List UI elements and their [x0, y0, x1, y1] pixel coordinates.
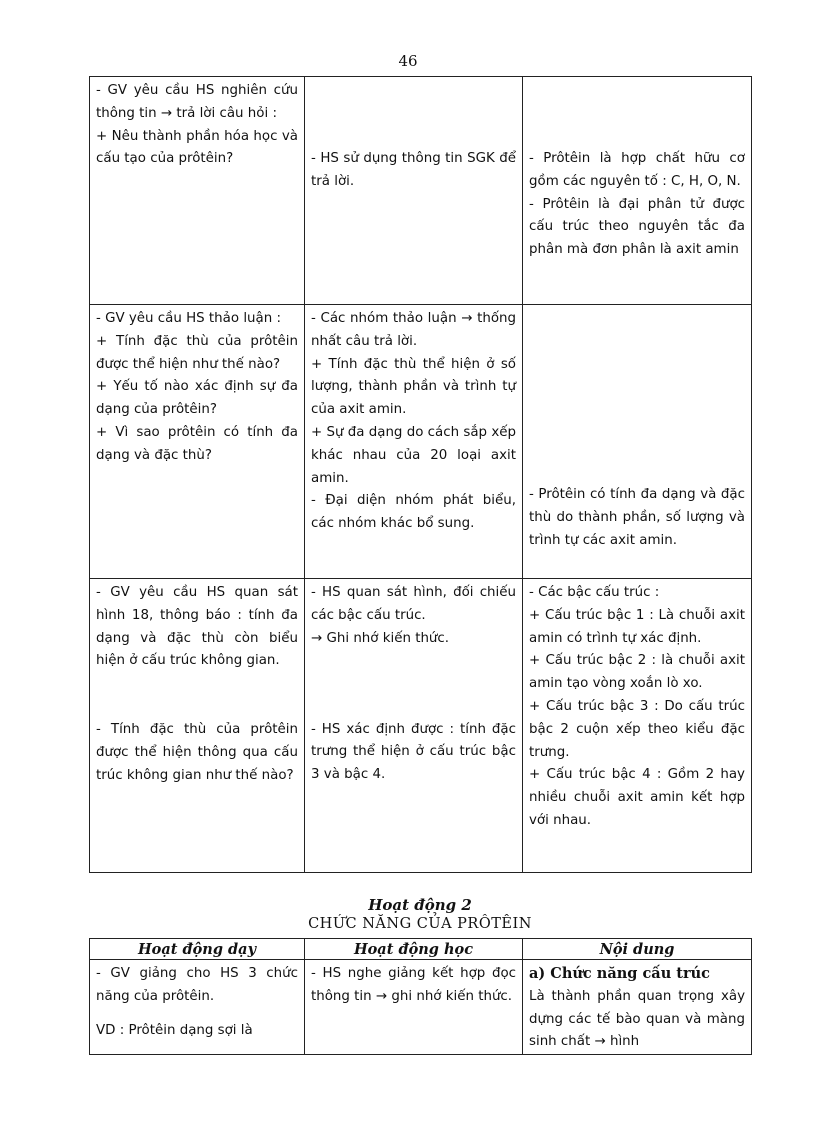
cell-text: - HS xác định được : tính đặc trưng thể hiện ở cấu trúc bậc 3 và bậc 4.	[311, 721, 516, 783]
table-cell-content	[523, 77, 752, 305]
cell-text: + Cấu trúc bậc 2 : là chuỗi axit amin tạo vòng xoắn lò xo.	[529, 653, 745, 692]
cell-text: - GV yêu cầu HS thảo luận :	[96, 311, 281, 326]
cell-text: + Cấu trúc bậc 4 : Gồm 2 hay nhiều chuỗi axit amin kết hợp với nhau.	[529, 767, 745, 828]
cell-text: - HS sử dụng thông tin SGK để trả lời.	[311, 151, 516, 189]
cell-text: - HS nghe giảng kết hợp đọc thông tin → ghi nhớ kiến thức.	[311, 966, 516, 1004]
cell-text: + Yếu tố nào xác định sự đa dạng của prôtêin?	[96, 379, 298, 418]
table-cell-student	[305, 77, 523, 305]
cell-text: + Vì sao prôtêin có tính đa dạng và đặc thù?	[96, 424, 298, 463]
cell-text: - Các bậc cấu trúc :	[529, 585, 660, 600]
table-cell-content	[523, 960, 752, 1055]
table-header-row	[90, 939, 752, 960]
cell-text: → Ghi nhớ kiến thức.	[311, 630, 450, 646]
lesson-table	[89, 76, 752, 873]
table-cell-teacher	[90, 579, 305, 873]
table-cell-student	[305, 579, 523, 873]
cell-text: - GV yêu cầu HS quan sát hình 18, thông báo : tính đa dạng và đặc thù còn biểu hiện ở cấu trúc không gian.	[96, 585, 298, 669]
activity-title: Hoạt động 2	[368, 896, 472, 914]
cell-text: - Đại diện nhóm phát biểu, các nhóm khác bổ sung.	[311, 493, 516, 532]
cell-text: + Tính đặc thù thể hiện ở số lượng, thành phần và trình tự của axit amin.	[311, 356, 516, 418]
activity2-table	[89, 938, 752, 1055]
column-header-teaching: Hoạt động dạy	[90, 939, 305, 960]
cell-text: + Sự đa dạng do cách sắp xếp khác nhau của 20 loại axit amin.	[311, 424, 516, 486]
page-number: 46	[398, 52, 418, 70]
table-cell-student	[305, 960, 523, 1055]
cell-text: - Prôtêin là hợp chất hữu cơ gồm các nguyên tố : C, H, O, N.	[529, 151, 745, 189]
column-header-content: Nội dung	[523, 939, 752, 960]
cell-text: - GV giảng cho HS 3 chức năng của prôtêin.	[96, 966, 298, 1004]
table-cell-student	[305, 305, 523, 579]
table-cell-content	[523, 579, 752, 873]
cell-text: + Cấu trúc bậc 3 : Do cấu trúc bậc 2 cuộn xếp theo kiểu đặc trưng.	[529, 698, 745, 760]
cell-text: - Prôtêin có tính đa dạng và đặc thù do thành phần, số lượng và trình tự các axit amin.	[529, 487, 745, 548]
cell-text: + Tính đặc thù của prôtêin được thể hiện như thế nào?	[96, 333, 298, 372]
cell-text: - Tính đặc thù của prôtêin được thể hiện thông qua cấu trúc không gian như thế nào?	[96, 722, 298, 783]
table-cell-teacher	[90, 77, 305, 305]
cell-text: - GV yêu cầu HS nghiên cứu thông tin → trả lời câu hỏi :	[96, 83, 298, 121]
cell-text: Là thành phần quan trọng xây dựng các tế bào quan và màng sinh chất → hình	[529, 988, 745, 1050]
table-row	[90, 77, 752, 305]
cell-text: + Cấu trúc bậc 1 : Là chuỗi axit amin có trình tự xác định.	[529, 607, 745, 646]
cell-text: + Nêu thành phần hóa học và cấu tạo của prôtêin?	[96, 128, 298, 167]
column-header-learning: Hoạt động học	[305, 939, 523, 960]
table-row	[90, 960, 752, 1055]
cell-text: VD : Prôtêin dạng sợi là	[96, 1023, 253, 1038]
table-cell-teacher	[90, 960, 305, 1055]
cell-text: - HS quan sát hình, đối chiếu các bậc cấu trúc.	[311, 585, 516, 623]
table-cell-content	[523, 305, 752, 579]
cell-text: - Các nhóm thảo luận → thống nhất câu trả lời.	[311, 311, 516, 349]
table-cell-teacher	[90, 305, 305, 579]
table-row	[90, 305, 752, 579]
cell-text	[311, 80, 516, 148]
cell-text	[529, 80, 745, 148]
content-heading: a) Chức năng cấu trúc	[529, 965, 710, 982]
table-row	[90, 579, 752, 873]
activity-subtitle: CHỨC NĂNG CỦA PRÔTÊIN	[308, 916, 532, 932]
cell-text: - Prôtêin là đại phân tử được cấu trúc theo nguyên tắc đa phân mà đơn phân là axit amin	[529, 196, 745, 258]
